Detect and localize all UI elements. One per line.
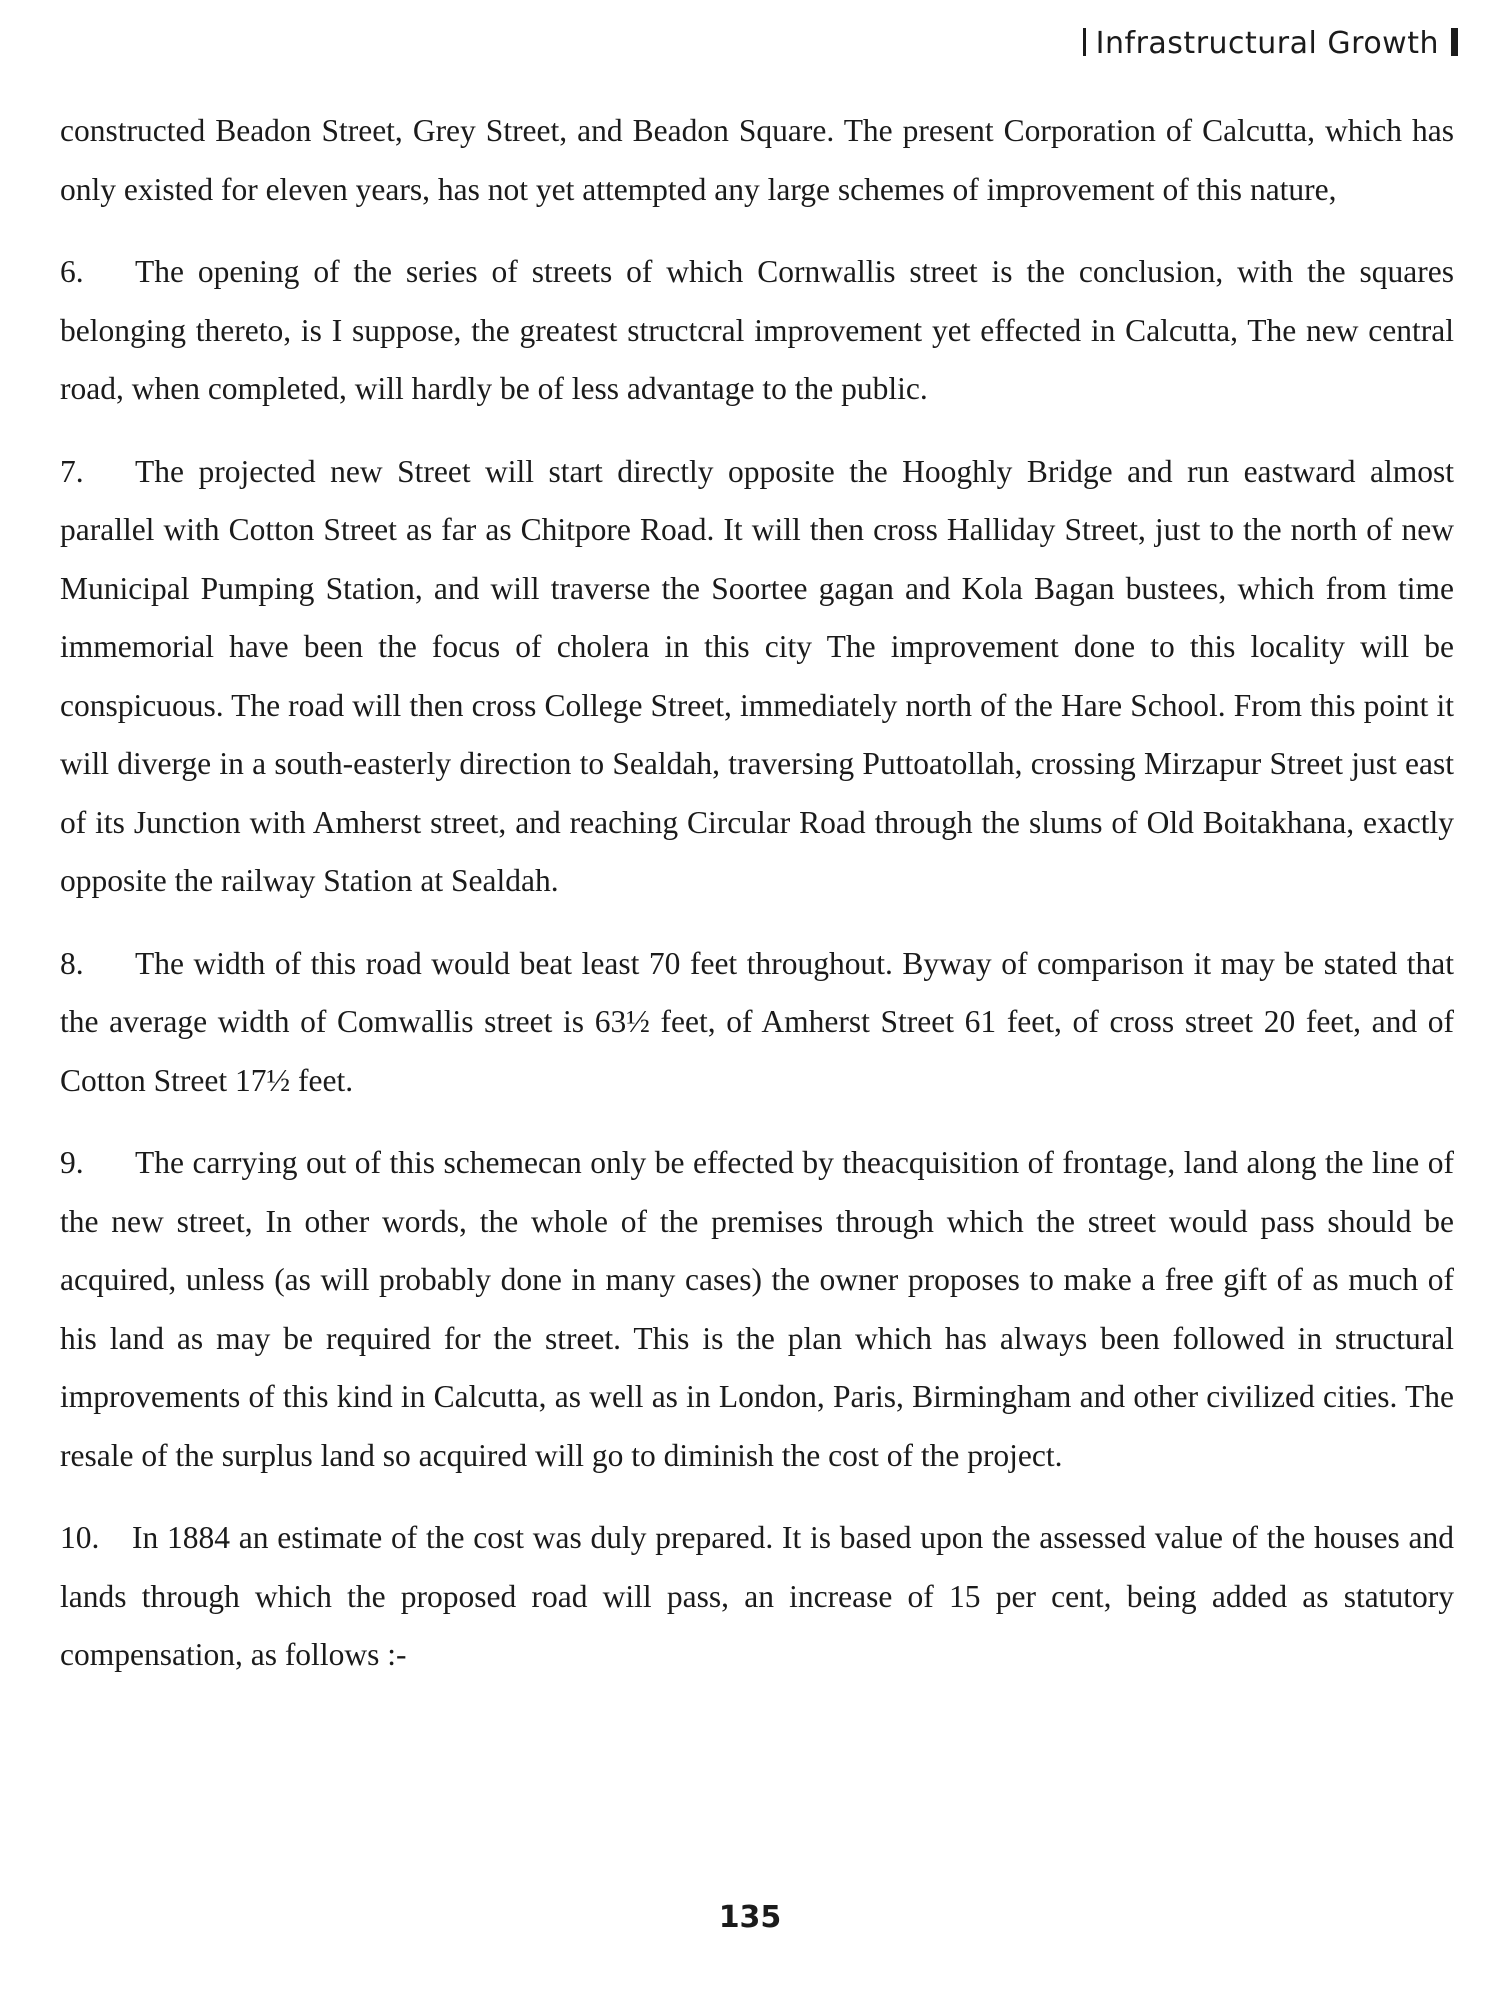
paragraph-number: 10. [60,1520,100,1555]
paragraph-continued [60,102,1454,219]
paragraph-text: The width of this road would beat least 70 feet throughout. Byway of comparison it may be stated that the average width of Comwallis street is 63½ feet, of Amherst Street 61 feet, of cross street 20 feet, and of Cotton Street 17½ feet. [60,945,1454,1098]
page-number: 135 [718,1900,782,1935]
paragraph-text: In 1884 an estimate of the cost was duly prepared. It is based upon the assessed value of the houses and lands through which the proposed road will pass, an increase of 15 per cent, being added as statutory compensation, as follows :- [60,1520,1454,1672]
paragraph-text: The carrying out of this schemecan only be effected by theacquisition of frontage, land along the line of the new street, In other words, the whole of the premises through which the street would pass should be acquired, unless (as will probably done in many cases) the owner proposes to make a free gift of as much of his land as may be required for the street. This is the plan which has always been followed in structural improvements of this kind in Calcutta, as well as in London, Paris, Birmingham and other civilized cities. The resale of the surplus land so acquired will go to diminish the cost of the project. [60,1145,1454,1473]
paragraph-7 [60,443,1454,911]
paragraph-10 [60,1509,1454,1685]
body-text [60,102,1454,1709]
paragraph-8 [60,935,1454,1111]
paragraph-text: The opening of the series of streets of which Cornwallis street is the conclusion, with the squares belonging thereto, is I suppose, the greatest structcral improvement yet effected in Calcutta, The new central road, when completed, will hardly be of less advantage to the public. [60,254,1454,406]
paragraph-6 [60,243,1454,419]
paragraph-number: 6. [60,254,84,289]
paragraph-9 [60,1134,1454,1485]
paragraph-number: 9. [60,1145,84,1180]
paragraph-text: constructed Beadon Street, Grey Street, and Beadon Square. The present Corporation of Calcutta, which has only existed for eleven years, has not yet attempted any large schemes of improvement of this nature, [60,113,1454,207]
running-title: Infrastructural Growth [1095,26,1439,61]
paragraph-text: The projected new Street will start directly opposite the Hooghly Bridge and run eastward almost parallel with Cotton Street as far as Chitpore Road. It will then cross Halliday Street, just to the north of new Municipal Pumping Station, and will traverse the Soortee gagan and Kola Bagan bustees, which from time immemorial have been the focus of cholera in this city The improvement done to this locality will be conspicuous. The road will then cross College Street, immediately north of the Hare School. From this point it will diverge in a south-easterly direction to Sealdah, traversing Puttoatollah, crossing Mirzapur Street just east of its Junction with Amherst street, and reaching Circular Road through the slums of Old Boitakhana, exactly opposite the railway Station at Sealdah. [60,453,1454,898]
header-rule-left [1083,28,1086,56]
paragraph-number: 7. [60,453,84,489]
header-rule-right [1451,28,1458,56]
running-header [1083,26,1458,61]
paragraph-number: 8. [60,945,84,981]
